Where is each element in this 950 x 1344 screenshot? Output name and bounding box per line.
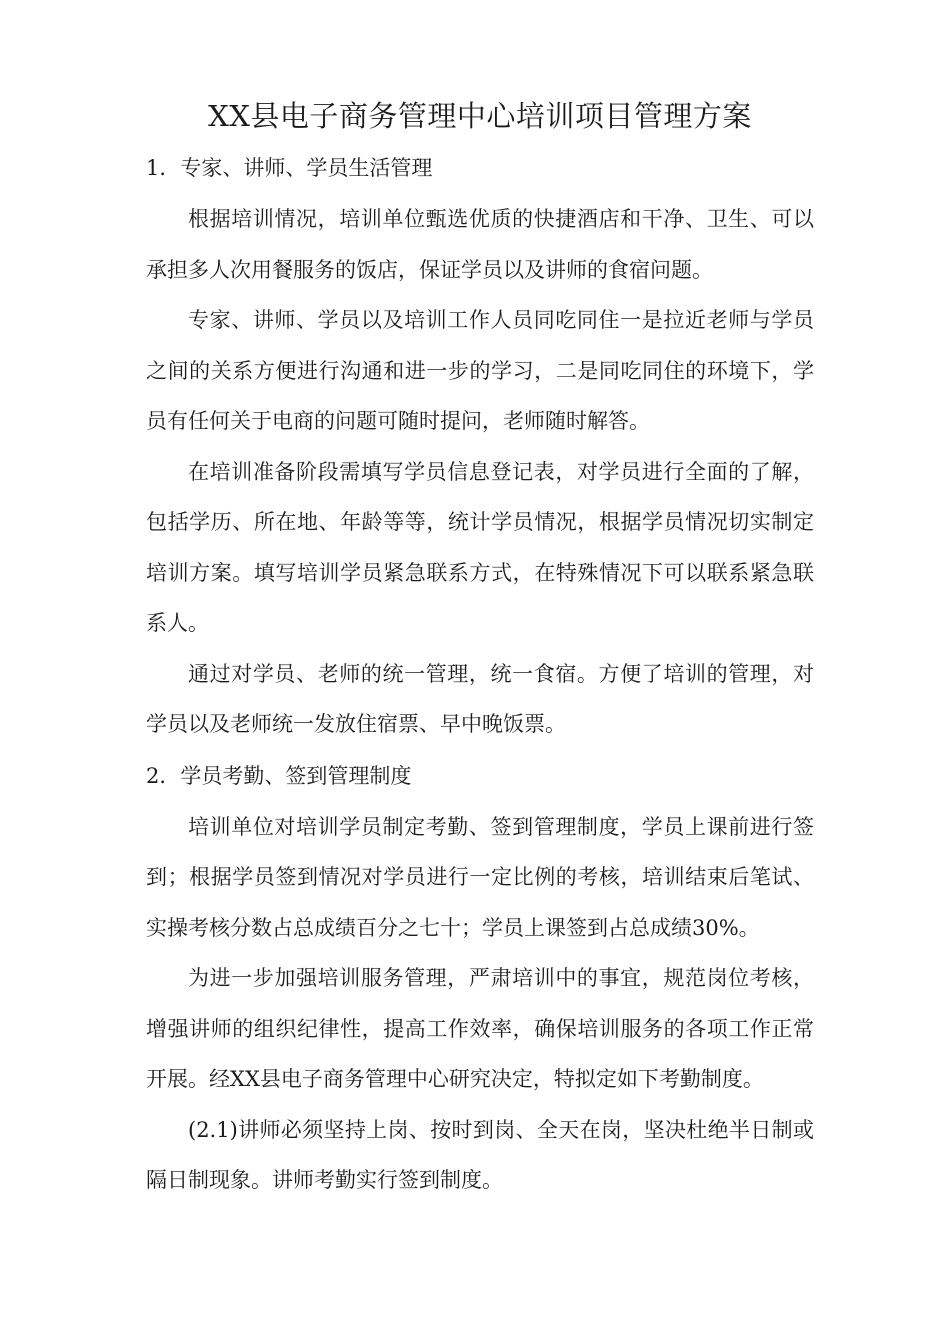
document-title: XX县电子商务管理中心培训项目管理方案 (208, 99, 752, 133)
section-1-paragraph-1: 根据培训情况，培训单位甄选优质的快捷酒店和干净、卫生、可以承担多人次用餐服务的饭店，保证学员以及讲师的食宿问题。 (146, 207, 814, 282)
section-1-paragraph-2: 专家、讲师、学员以及培训工作人员同吃同住一是拉近老师与学员之间的关系方便进行沟通和进一步的学习，二是同吃同住的环境下，学员有任何关于电商的问题可随时提问，老师随时解答。 (146, 308, 814, 433)
section-1-paragraph-3: 在培训准备阶段需填写学员信息登记表，对学员进行全面的了解，包括学历、所在地、年龄等等，统计学员情况，根据学员情况切实制定培训方案。填写培训学员紧急联系方式，在特殊情况下可以联系紧急联系人。 (146, 459, 814, 635)
section-1-paragraph-4: 通过对学员、老师的统一管理，统一食宿。方便了培训的管理，对学员以及老师统一发放住宿票、早中晚饭票。 (146, 661, 814, 736)
section-2-paragraph-2: 为进一步加强培训服务管理，严肃培训中的事宜，规范岗位考核，增强讲师的组织纪律性，提高工作效率，确保培训服务的各项工作正常开展。经XX县电子商务管理中心研究决定，特拟定如下考勤制度。 (146, 966, 814, 1091)
section-2-paragraph-1: 培训单位对培训学员制定考勤、签到管理制度，学员上课前进行签到；根据学员签到情况对学员进行一定比例的考核，培训结束后笔试、实操考核分数占总成绩百分之七十；学员上课签到占总成绩30%。 (146, 814, 814, 940)
section-2 (146, 750, 814, 1206)
title-block (146, 92, 814, 140)
section-2-paragraph-3: (2.1)讲师必须坚持上岗、按时到岗、全天在岗，坚决杜绝半日制或隔日制现象。讲师考勤实行签到制度。 (146, 1117, 814, 1192)
section-2-heading: 2．学员考勤、签到管理制度 (146, 763, 412, 788)
section-1 (146, 142, 814, 750)
section-1-heading: 1．专家、讲师、学员生活管理 (146, 156, 433, 180)
document-page (146, 92, 814, 1206)
